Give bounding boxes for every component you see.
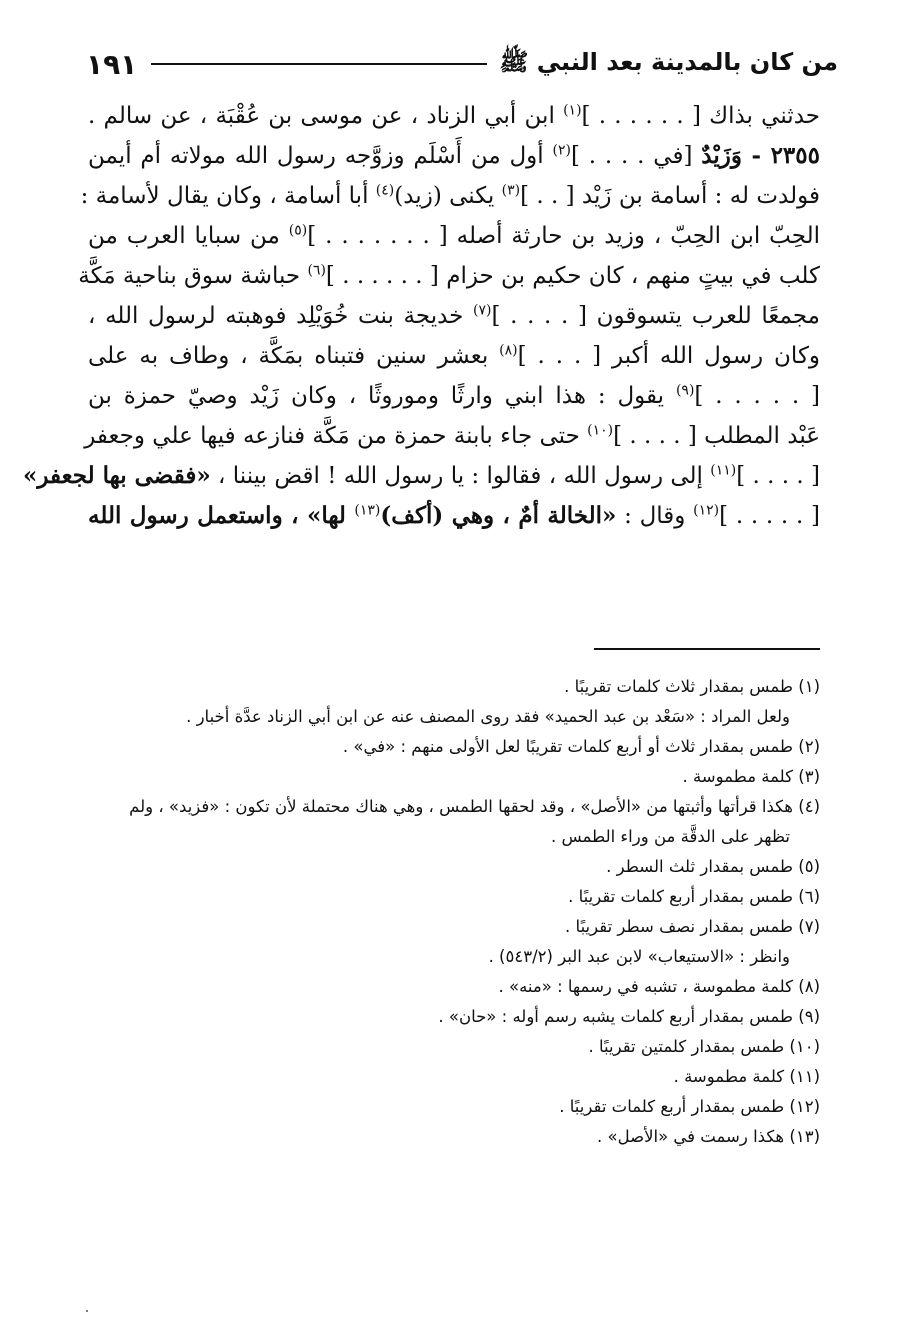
footnote-line: (١٠) طمس بمقدار كلمتين تقريبًا . — [588, 1037, 820, 1056]
footnote-line: (٧) طمس بمقدار نصف سطر تقريبًا . — [565, 917, 820, 936]
footnote-ref: (٨) — [499, 342, 518, 359]
main-line — [78, 256, 820, 296]
footnote-ref: (١) — [563, 102, 582, 119]
text-run: ٢٣٥٥ - — [741, 142, 820, 169]
footnote-line: وانظر : «الاستيعاب» لابن عبد البر (٥٤٣/٢) . — [488, 947, 790, 966]
footnote-line: (١٣) هكذا رسمت في «الأصل» . — [596, 1127, 820, 1146]
main-line — [80, 176, 820, 216]
text-run: [ . . . . ] — [736, 463, 820, 489]
page-number: ١٩١ — [86, 47, 138, 81]
text-run: مجمعًا للعرب يتسوقون [ . . . . ] — [491, 303, 820, 329]
footnote-line: (١٢) طمس بمقدار أربع كلمات تقريبًا . — [559, 1097, 820, 1116]
text-run: [ . . . . . ] — [719, 503, 820, 529]
text-run: بعشر سنين فتبناه بمَكَّة ، وطاف به على — [88, 343, 500, 369]
header-rule — [151, 63, 487, 65]
footnote-line: (٩) طمس بمقدار أربع كلمات يشبه رسم أوله : «حان» . — [438, 1007, 820, 1026]
footnote-ref: (٩) — [675, 382, 695, 399]
main-line — [88, 336, 820, 376]
footnote-line: (٣) كلمة مطموسة . — [682, 767, 820, 786]
main-line — [88, 216, 820, 256]
footnote-line: (٥) طمس بمقدار ثلث السطر . — [606, 857, 820, 876]
footnote-line: (١١) كلمة مطموسة . — [673, 1067, 820, 1086]
main-line — [88, 136, 820, 176]
text-run: وقال : — [616, 503, 694, 529]
footnote-ref: (١٠) — [587, 422, 614, 439]
footnote-ref: (٧) — [473, 302, 492, 319]
footnote-line: (٨) كلمة مطموسة ، تشبه في رسمها : «منه» . — [498, 977, 820, 996]
footnote-line: (٢) طمس بمقدار ثلاث أو أربع كلمات تقريبًا لعل الأولى منهم : «في» . — [342, 737, 820, 756]
footnote-ref: (١٣) — [354, 502, 381, 519]
text-run: [ . . . . . ] — [694, 383, 820, 409]
footnote-ref: (١٢) — [693, 502, 720, 519]
main-line — [88, 96, 820, 136]
text-run: حتى جاء بابنة حمزة من مَكَّة فنازعه فيها علي وجعفر — [84, 423, 588, 449]
text-run: حدثني بذاك [ . . . . . . ] — [581, 103, 820, 129]
text-run: من سبايا العرب من — [88, 223, 289, 249]
text-run: عَبْد المطلب [ . . . . ] — [613, 423, 820, 449]
text-run: يقول : هذا ابني وارثًا وموروثًا ، وكان زَيْد وصيّ حمزة بن — [88, 383, 676, 409]
main-line — [22, 456, 820, 496]
text-run: «الخالة أمٌ ، وهي (أكف) — [380, 502, 617, 529]
main-line — [88, 496, 820, 536]
footnote-ref: (٤) — [375, 182, 395, 199]
running-title: من كان بالمدينة بعد النبي ﷺ — [499, 47, 838, 76]
main-text-block — [22, 96, 820, 536]
footnote-line: (٦) طمس بمقدار أربع كلمات تقريبًا . — [568, 887, 820, 906]
footnote-line: تظهر على الدقَّة من وراء الطمس . — [550, 827, 790, 846]
text-run: كلب في بيتٍ منهم ، كان حكيم بن حزام [ . . . . . . ] — [325, 263, 820, 289]
main-line — [88, 376, 820, 416]
text-run: [في . . . . ] — [570, 143, 702, 169]
text-run: وكان رسول الله أكبر [ . . . ] — [517, 343, 820, 369]
footnote-line: ولعل المراد : «سَعْد بن عبد الحميد» فقد روى المصنف عنه عن ابن أبي الزناد عدَّة أخبار . — [186, 707, 790, 726]
text-run: خديجة بنت خُوَيْلِد فوهبته لرسول الله ، — [88, 303, 474, 329]
footnote-ref: (٢) — [552, 142, 571, 159]
scan-speck — [86, 1310, 88, 1312]
text-run: لها» ، واستعمل رسول الله — [88, 502, 355, 529]
text-run: الحِبّ ابن الحِبّ ، وزيد بن حارثة أصله [ . . . . . . . ] — [307, 223, 820, 249]
main-line — [84, 416, 820, 456]
text-run: «فقضى بها لجعفر» — [22, 462, 211, 489]
text-run: يكنى (زيد) — [394, 183, 502, 209]
footnote-line: (٤) هكذا قرأتها وأثبتها من «الأصل» ، وقد لحقها الطمس ، وهي هناك محتملة لأن تكون : «فزيد» ، ولم — [129, 797, 820, 816]
footnote-ref: (٦) — [307, 262, 326, 279]
footnote-ref: (١١) — [710, 462, 737, 479]
text-run: أول من أَسْلَم وزوَّجه رسول الله مولاته أم أيمن — [88, 143, 553, 169]
footnote-ref: (٥) — [288, 222, 308, 239]
main-line — [88, 296, 820, 336]
text-run: فولدت له : أسامة بن زَيْد [ . . ] — [520, 183, 820, 209]
footnote-ref: (٣) — [501, 182, 521, 199]
footnote-line: (١) طمس بمقدار ثلاث كلمات تقريبًا . — [564, 677, 820, 696]
running-header — [86, 44, 838, 84]
text-run: حباشة سوق بناحية مَكَّة — [78, 263, 308, 289]
text-run: ابن أبي الزناد ، عن موسى بن عُقْبَة ، عن سالم . — [88, 103, 564, 129]
footnotes-block — [80, 672, 820, 1152]
text-run: إلى رسول الله ، فقالوا : يا رسول الله ! اقض بيننا ، — [210, 463, 711, 489]
text-run: أبا أسامة ، وكان يقال لأسامة : — [80, 183, 376, 209]
footnote-divider — [594, 648, 820, 650]
text-run: وَزَيْدٌ — [701, 142, 742, 169]
